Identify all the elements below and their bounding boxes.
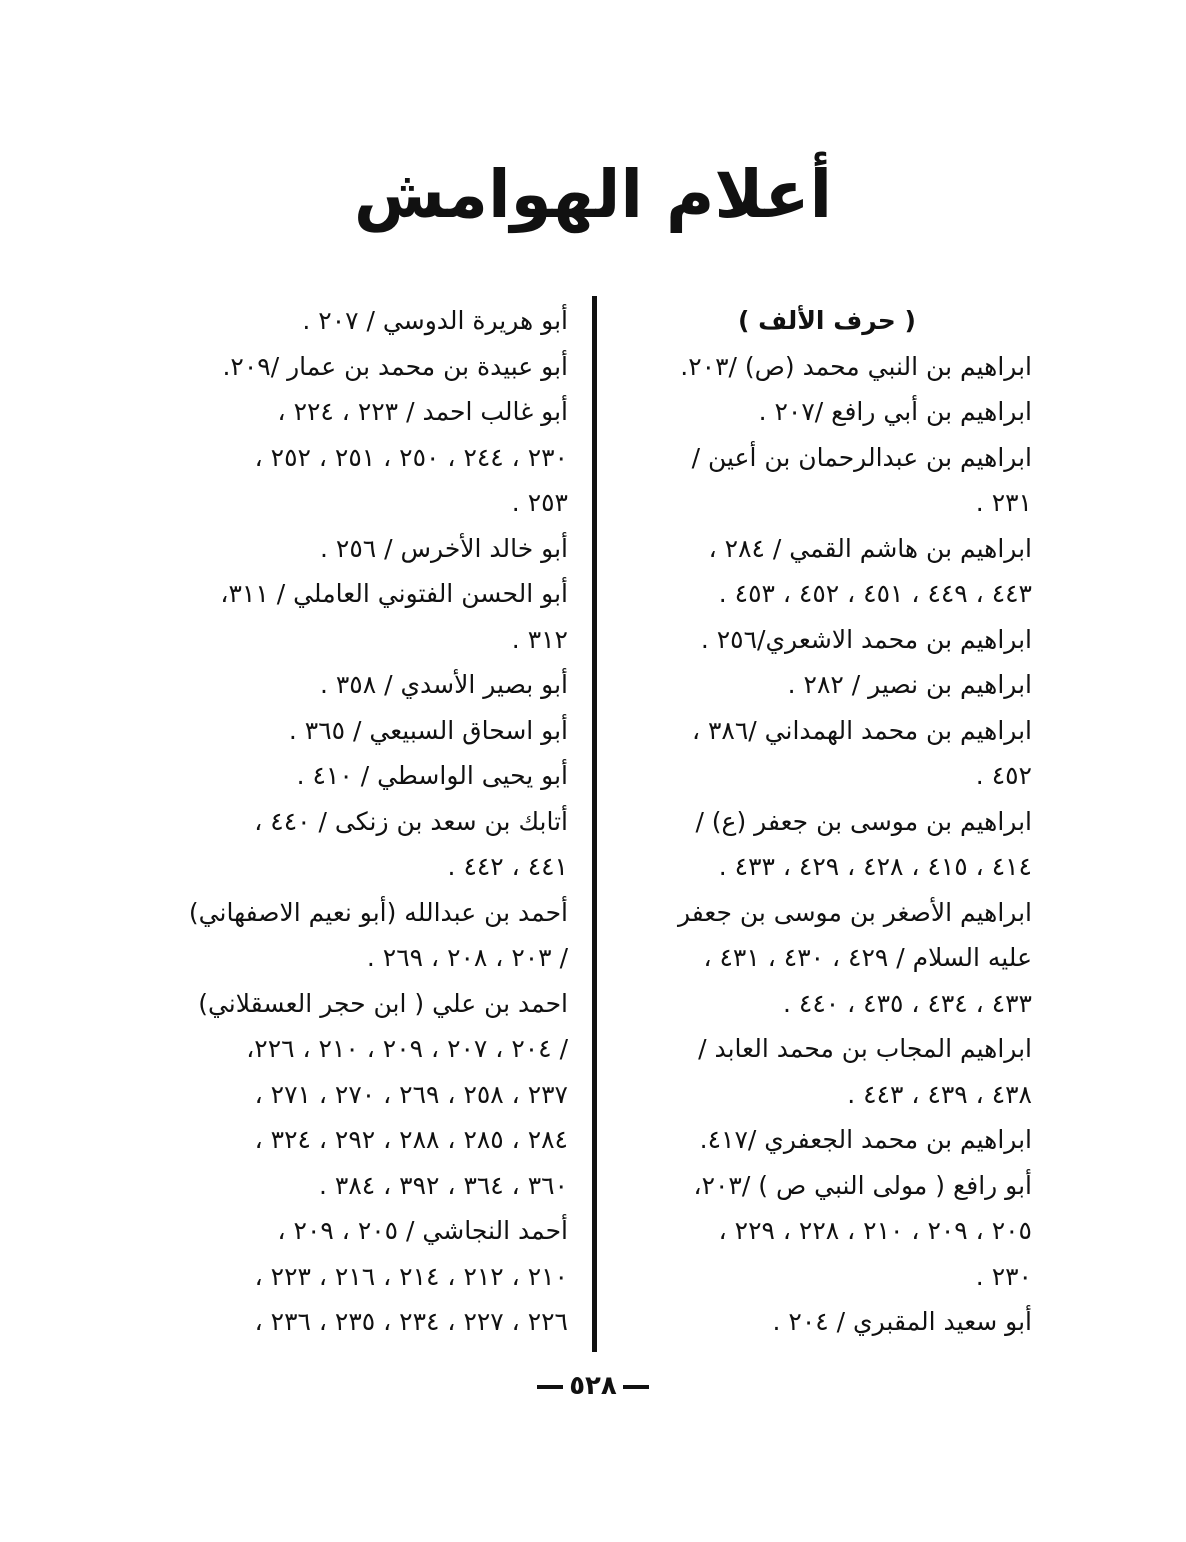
index-line: ابراهيم بن أبي رافع /٢٠٧ . [758, 397, 1032, 426]
index-line: ٢٣٧ ، ٢٥٨ ، ٢٦٩ ، ٢٧٠ ، ٢٧١ ، [254, 1079, 568, 1109]
page-title: أعلام الهوامش [353, 156, 833, 233]
index-line: أبو اسحاق السبيعي / ٣٦٥ . [288, 715, 568, 745]
index-line: ابراهيم بن النبي محمد (ص) /٢٠٣. [680, 351, 1032, 381]
index-line: ٣١٢ . [511, 624, 568, 654]
index-line: ٤٤١ ، ٤٤٢ . [447, 852, 568, 881]
dash-decoration [623, 1385, 649, 1389]
index-line: ابراهيم بن عبدالرحمان بن أعين / [691, 442, 1032, 472]
index-line: / ٢٠٣ ، ٢٠٨ ، ٢٦٩ . [366, 943, 568, 972]
index-line: احمد بن علي ( ابن حجر العسقلاني) [198, 988, 568, 1018]
index-line: أبو خالد الأخرس / ٢٥٦ . [319, 533, 568, 563]
index-line: ٢٣٠ ، ٢٤٤ ، ٢٥٠ ، ٢٥١ ، ٢٥٢ ، [254, 442, 568, 472]
index-line: ٢٥٣ . [511, 488, 568, 517]
index-line: أتابك بن سعد بن زنكى / ٤٤٠ ، [254, 806, 568, 836]
index-line: / ٢٠٤ ، ٢٠٧ ، ٢٠٩ ، ٢١٠ ، ٢٢٦، [246, 1034, 568, 1063]
index-line: ٢٨٤ ، ٢٨٥ ، ٢٨٨ ، ٢٩٢ ، ٣٢٤ ، [254, 1125, 568, 1154]
index-line: ابراهيم بن محمد الجعفري /٤١٧. [699, 1125, 1032, 1154]
index-line: أبو سعيد المقبري / ٢٠٤ . [772, 1307, 1032, 1336]
index-line: ٤٣٣ ، ٤٣٤ ، ٤٣٥ ، ٤٤٠ . [783, 988, 1032, 1018]
index-line: ٤٤٣ ، ٤٤٩ ، ٤٥١ ، ٤٥٢ ، ٤٥٣ . [718, 579, 1032, 608]
index-line: أبو هريرة الدوسي / ٢٠٧ . [302, 306, 568, 335]
index-line: أبو بصير الأسدي / ٣٥٨ . [319, 670, 568, 699]
index-line: ابراهيم بن محمد الهمداني /٣٨٦ ، [691, 715, 1032, 745]
index-line: عليه السلام / ٤٢٩ ، ٤٣٠ ، ٤٣١ ، [703, 943, 1032, 972]
index-line: ابراهيم الأصغر بن موسى بن جعفر [677, 897, 1032, 927]
index-line: ٢٠٥ ، ٢٠٩ ، ٢١٠ ، ٢٢٨ ، ٢٢٩ ، [718, 1216, 1032, 1245]
index-line: أبو يحيى الواسطي / ٤١٠ . [296, 761, 568, 790]
index-line: ابراهيم بن نصير / ٢٨٢ . [787, 670, 1032, 699]
dash-decoration [537, 1385, 563, 1389]
index-line: ٢١٠ ، ٢١٢ ، ٢١٤ ، ٢١٦ ، ٢٢٣ ، [254, 1261, 568, 1291]
page-number: ٥٢٨ [569, 1371, 617, 1401]
index-line: أحمد النجاشي / ٢٠٥ ، ٢٠٩ ، [277, 1216, 568, 1245]
index-line: أبو عبيدة بن محمد بن عمار /٢٠٩. [222, 351, 568, 381]
index-line: أبو الحسن الفتوني العاملي / ٣١١، [220, 579, 568, 608]
index-line: ٤٥٢ . [975, 761, 1032, 790]
index-line: ابراهيم بن هاشم القمي / ٢٨٤ ، [708, 533, 1032, 563]
index-line: ابراهيم المجاب بن محمد العابد / [698, 1034, 1032, 1063]
column-divider [592, 296, 597, 1352]
index-line: ٢٣١ . [975, 488, 1032, 517]
index-line: ابراهيم بن محمد الاشعري/٢٥٦ . [700, 624, 1032, 654]
index-line: أحمد بن عبدالله (أبو نعيم الاصفهاني) [188, 897, 568, 927]
page-footer [0, 1368, 1186, 1404]
index-line: أبو رافع ( مولى النبي ص ) /٢٠٣، [693, 1170, 1032, 1200]
index-line: أبو غالب احمد / ٢٢٣ ، ٢٢٤ ، [277, 397, 568, 426]
left-column [158, 298, 568, 1345]
index-line: ابراهيم بن موسى بن جعفر (ع) / [695, 806, 1032, 836]
index-line: ٢٢٦ ، ٢٢٧ ، ٢٣٤ ، ٢٣٥ ، ٢٣٦ ، [254, 1307, 568, 1336]
index-line: ٤٣٨ ، ٤٣٩ ، ٤٤٣ . [847, 1079, 1032, 1109]
index-line: ٤١٤ ، ٤١٥ ، ٤٢٨ ، ٤٢٩ ، ٤٣٣ . [718, 852, 1032, 881]
right-column [622, 298, 1032, 1345]
section-heading: ( حرف الألف ) [738, 306, 916, 335]
index-line: ٢٣٠ . [975, 1261, 1032, 1291]
index-line: ٣٦٠ ، ٣٦٤ ، ٣٩٢ ، ٣٨٤ . [319, 1170, 568, 1200]
